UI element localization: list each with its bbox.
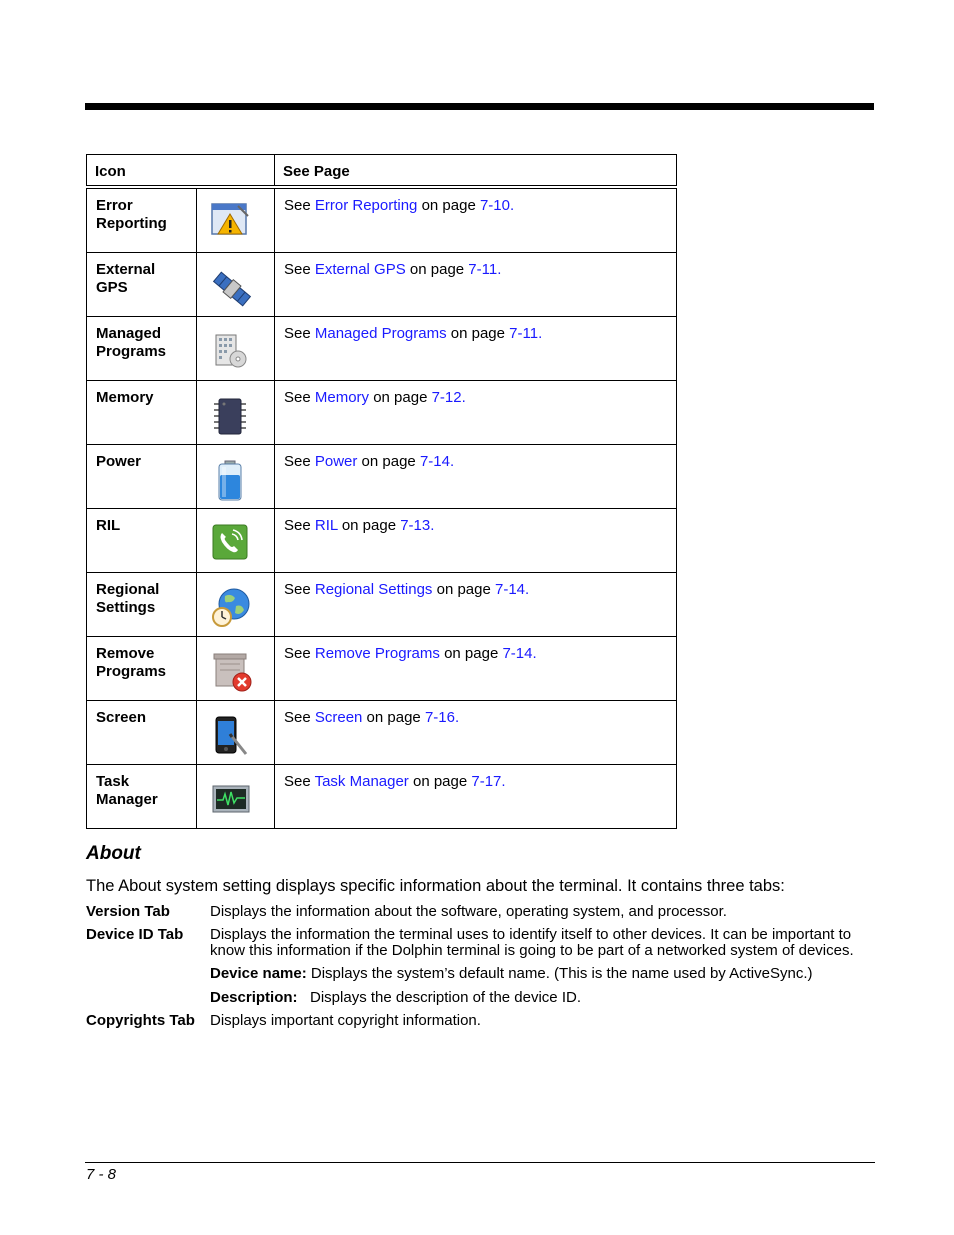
table-row: [87, 700, 677, 764]
link-page-7-11[interactable]: 7-11.: [468, 260, 502, 278]
top-rule: [85, 103, 874, 110]
see-page-reference: See Memory on page 7-12.: [284, 388, 466, 406]
link-error-reporting[interactable]: Error Reporting: [314, 196, 418, 214]
see-page-reference: See Task Manager on page 7-17.: [284, 772, 506, 790]
remove-programs-icon: [210, 650, 254, 694]
table-row: [87, 316, 677, 380]
link-task-manager[interactable]: Task Manager: [314, 772, 409, 790]
table-row: [87, 380, 677, 444]
link-memory[interactable]: Memory: [314, 388, 370, 406]
error-reporting-icon: [210, 202, 250, 238]
see-page-reference: See Power on page 7-14.: [284, 452, 455, 470]
link-page-7-13[interactable]: 7-13.: [400, 516, 435, 534]
page-number: 7 - 8: [86, 1166, 117, 1183]
setting-name: Regional Settings: [96, 580, 160, 616]
desc-copyrights-tab: Displays important copyright information.: [210, 1012, 481, 1029]
desc-device-id-tab: Displays the information the terminal uses to identify itself to other devices. It can be important to know this information if the Dolphin terminal is going to be part of a networked system of devices.: [210, 926, 854, 959]
battery-icon: [210, 458, 250, 502]
globe-clock-icon: [210, 586, 254, 630]
setting-name: Managed Programs: [96, 324, 167, 360]
see-page-reference: See Error Reporting on page 7-10.: [284, 196, 515, 214]
satellite-icon: [210, 266, 254, 312]
table-header-row: [87, 155, 677, 187]
link-page-7-17[interactable]: 7-17.: [471, 772, 506, 790]
phone-icon: [210, 522, 250, 562]
footer-rule: [85, 1162, 875, 1163]
link-regional-settings[interactable]: Regional Settings: [314, 580, 433, 598]
setting-name: RIL: [96, 516, 121, 534]
link-external-gps[interactable]: External GPS: [314, 260, 406, 278]
table-row: [87, 252, 677, 316]
header-icon: Icon: [87, 155, 275, 187]
setting-name: Error Reporting: [96, 196, 167, 232]
link-page-7-11[interactable]: 7-11.: [509, 324, 543, 342]
table-row: [87, 444, 677, 508]
link-page-7-14[interactable]: 7-14.: [502, 644, 537, 662]
see-page-reference: See RIL on page 7-13.: [284, 516, 435, 534]
link-page-7-12[interactable]: 7-12.: [431, 388, 466, 406]
link-ril[interactable]: RIL: [314, 516, 338, 534]
managed-programs-icon: [210, 330, 250, 370]
device-name-label: Device name:: [210, 965, 307, 982]
setting-name: Power: [96, 452, 142, 470]
link-page-7-14[interactable]: 7-14.: [419, 452, 455, 470]
table-row: [87, 764, 677, 828]
see-page-reference: See Screen on page 7-16.: [284, 708, 460, 726]
setting-name: Task Manager: [96, 772, 158, 808]
section-title-about: About: [86, 843, 141, 864]
setting-name: Remove Programs: [96, 644, 167, 680]
table-row: [87, 508, 677, 572]
link-page-7-16[interactable]: 7-16.: [424, 708, 460, 726]
table-row: [87, 636, 677, 700]
setting-name: Memory: [96, 388, 154, 406]
task-manager-icon: [210, 778, 254, 818]
device-name-note: [210, 965, 813, 982]
description-note: [210, 989, 581, 1006]
memory-chip-icon: [210, 394, 250, 438]
desc-version-tab: Displays the information about the software, operating system, and processor.: [210, 903, 727, 920]
table-row: [87, 572, 677, 636]
link-power[interactable]: Power: [314, 452, 358, 470]
description-label: Description:: [210, 989, 298, 1006]
term-device-id-tab: Device ID Tab: [86, 926, 184, 943]
link-remove-programs[interactable]: Remove Programs: [314, 644, 440, 662]
settings-icon-table: [86, 154, 677, 829]
table-row: [87, 187, 677, 253]
term-copyrights-tab: Copyrights Tab: [86, 1012, 195, 1029]
see-page-reference: See External GPS on page 7-11.: [284, 260, 502, 278]
description-text: Displays the description of the device ID.: [297, 989, 581, 1006]
link-screen[interactable]: Screen: [314, 708, 363, 726]
link-page-7-10[interactable]: 7-10.: [479, 196, 515, 214]
link-managed-programs[interactable]: Managed Programs: [314, 324, 447, 342]
see-page-reference: See Regional Settings on page 7-14.: [284, 580, 530, 598]
header-see-page: See Page: [275, 155, 677, 187]
link-page-7-14[interactable]: 7-14.: [495, 580, 530, 598]
term-version-tab: Version Tab: [86, 903, 170, 920]
setting-name: Screen: [96, 708, 147, 726]
setting-name: External GPS: [96, 260, 156, 296]
about-intro-paragraph: The About system setting displays specific information about the terminal. It contains three tabs:: [86, 877, 785, 895]
screen-stylus-icon: [210, 714, 254, 758]
see-page-reference: See Managed Programs on page 7-11.: [284, 324, 543, 342]
see-page-reference: See Remove Programs on page 7-14.: [284, 644, 537, 662]
device-name-text: Displays the system’s default name. (This is the name used by ActiveSync.): [306, 965, 813, 982]
